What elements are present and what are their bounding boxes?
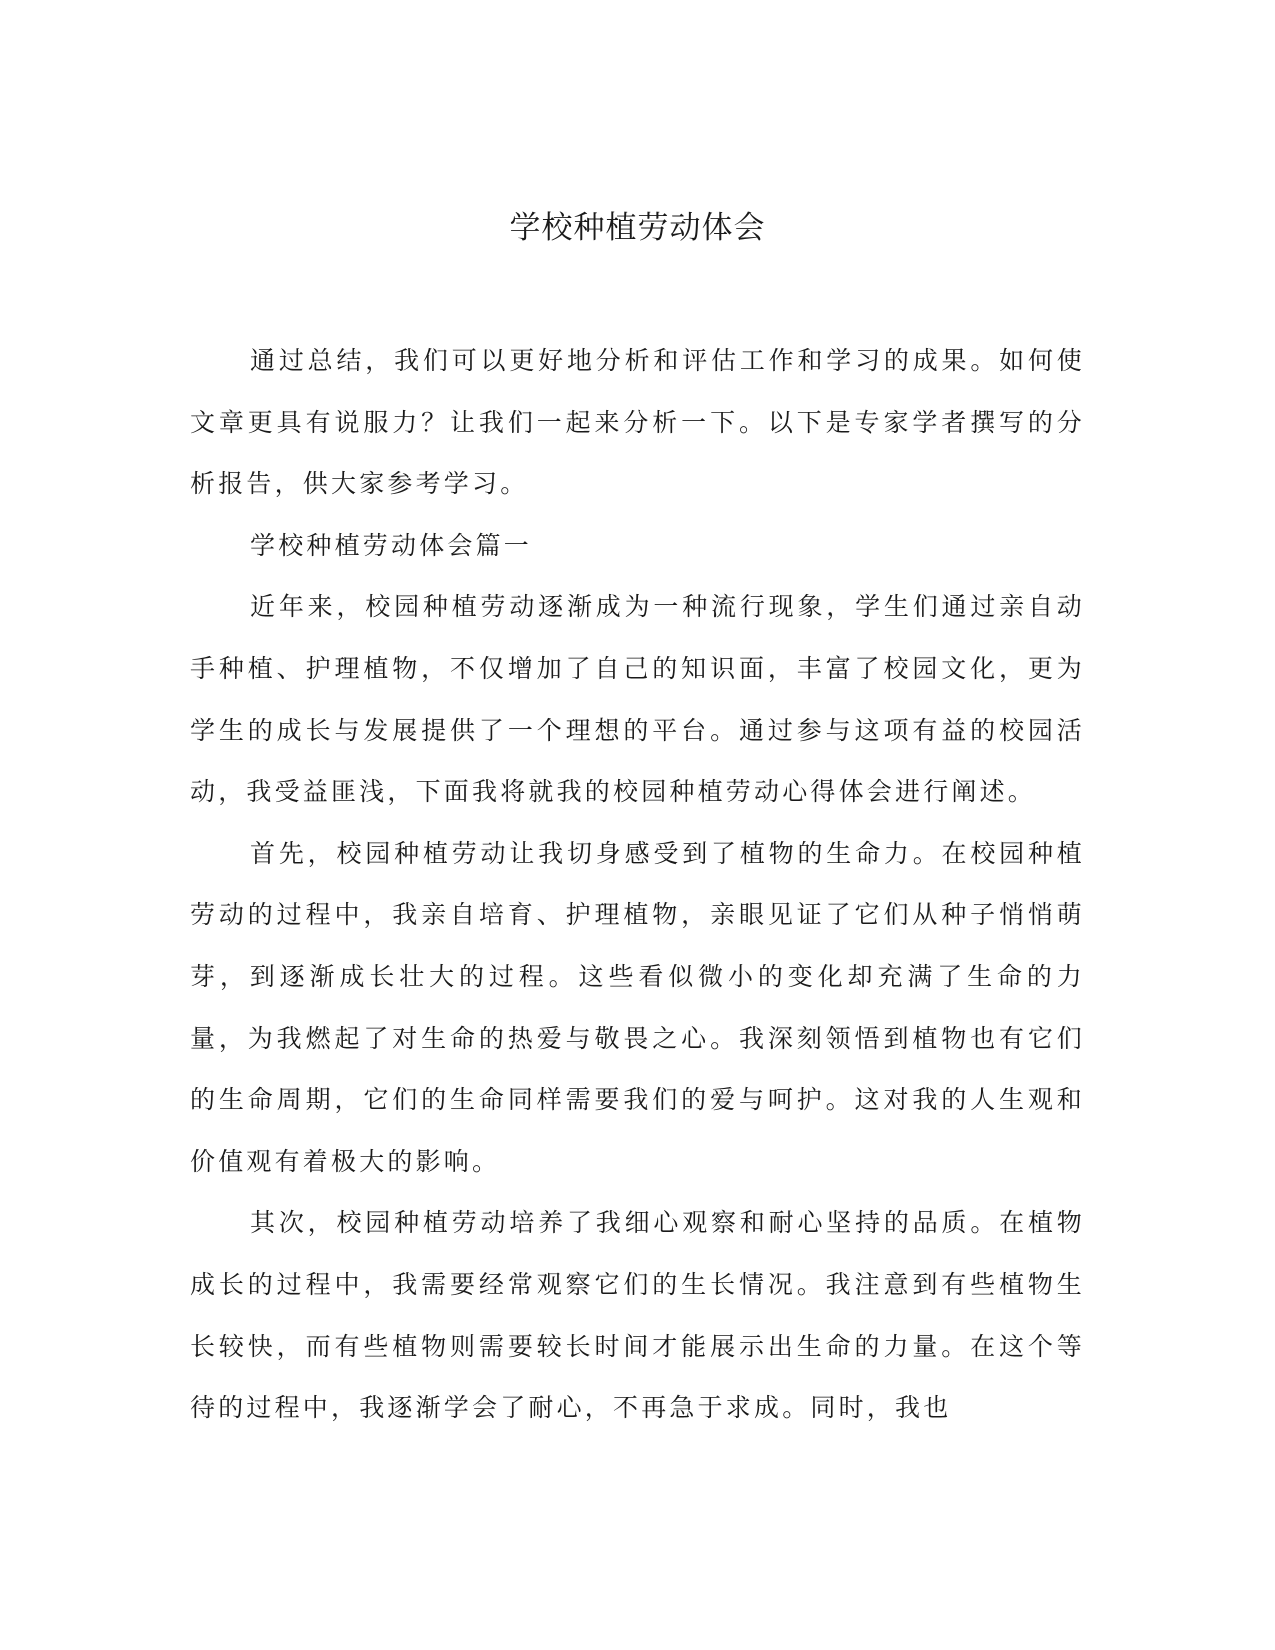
paragraph-second-point: 其次，校园种植劳动培养了我细心观察和耐心坚持的品质。在植物成长的过程中，我需要经常观察它们的生长情况。我注意到有些植物生长较快，而有些植物则需要较长时间才能展示出生命的力量。在这个等待的过程中，我逐渐学会了耐心，不再急于求成。同时，我也 [190,1208,1085,1423]
section-heading: 学校种植劳动体会篇一 [250,530,533,560]
paragraph-first-point: 首先，校园种植劳动让我切身感受到了植物的生命力。在校园种植劳动的过程中，我亲自培育、护理植物，亲眼见证了它们从种子悄悄萌芽，到逐渐成长壮大的过程。这些看似微小的变化却充满了生命的力量，为我燃起了对生命的热爱与敬畏之心。我深刻领悟到植物也有它们的生命周期，它们的生命同样需要我们的爱与呵护。这对我的人生观和价值观有着极大的影响。 [190,838,1085,1176]
paragraph-intro: 通过总结，我们可以更好地分析和评估工作和学习的成果。如何使文章更具有说服力？让我们一起来分析一下。以下是专家学者撰写的分析报告，供大家参考学习。 [190,346,1085,499]
document-title: 学校种植劳动体会 [509,210,766,246]
paragraph-overview: 近年来，校园种植劳动逐渐成为一种流行现象，学生们通过亲自动手种植、护理植物，不仅增加了自己的知识面，丰富了校园文化，更为学生的成长与发展提供了一个理想的平台。通过参与这项有益的校园活动，我受益匪浅，下面我将就我的校园种植劳动心得体会进行阐述。 [190,592,1085,807]
document-body [190,330,1085,1439]
